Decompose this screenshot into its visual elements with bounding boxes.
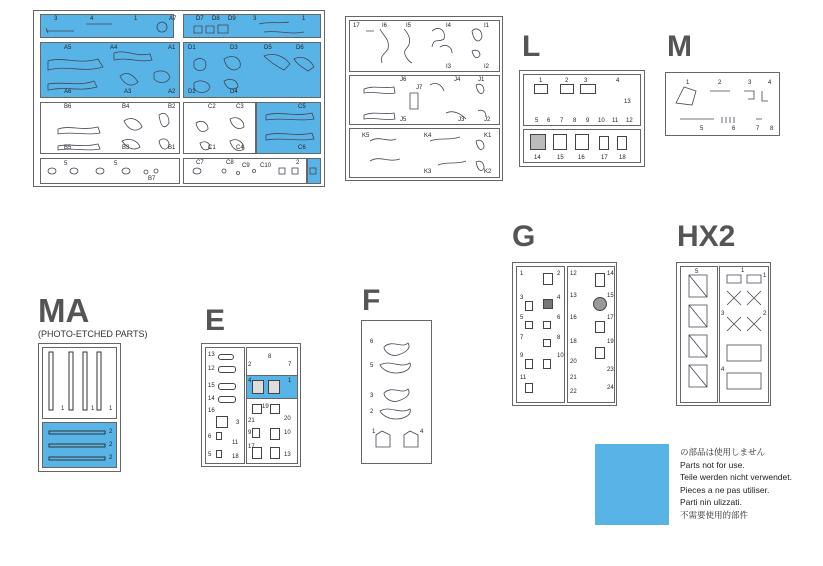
label-ma1c: 1 [109,406,113,412]
sheet-title-e: E [205,304,226,337]
label-l13: 13 [624,99,631,105]
label-d3-top: 3 [253,16,257,22]
legend-line-ja: の部品は使用しません [680,447,766,457]
parts-m-drawing [666,73,781,137]
label-g16: 16 [570,315,577,321]
sprue-sheet-m [665,72,780,136]
label-m3: 3 [748,80,752,86]
legend-line-en: Parts not for use. [680,459,745,470]
label-a3b: A3 [124,89,132,95]
part-e5 [216,450,222,458]
label-ma2c: 2 [109,455,113,461]
sprue-sheet-hx2 [676,262,771,406]
legend-line-zh: 不需要使用的部件 [680,509,749,520]
label-j4: J4 [454,77,461,83]
label-l11: 11 [612,118,619,124]
part-e14 [218,396,236,403]
label-l5: 5 [535,118,539,124]
part-e20 [270,404,280,414]
label-hx2-2: 2 [763,311,767,317]
sheet-title-ma: MA [38,292,90,329]
label-l4: 4 [616,78,620,84]
label-f6: 6 [370,339,374,345]
label-g20: 20 [570,359,577,365]
label-e1: 1 [288,378,292,384]
label-b4: B4 [122,104,130,110]
label-g18: 18 [570,339,577,345]
label-i2: I2 [484,64,490,70]
label-a5: A5 [64,45,72,51]
part-e6 [216,432,222,440]
label-e13: 13 [208,352,215,358]
label-g23: 23 [607,367,614,373]
label-b5: B5 [64,145,72,151]
parts-abcd-drawing [34,11,326,188]
part-g19 [595,347,605,359]
label-m4: 4 [768,80,772,86]
label-l2: 2 [565,78,569,84]
part-l17 [599,136,609,150]
label-l18: 18 [619,155,626,161]
label-d3: D3 [230,45,238,51]
label-j1: J1 [478,77,485,83]
label-e5: 5 [208,452,212,458]
label-f2: 2 [370,409,374,415]
label-hx2-3: 3 [721,311,725,317]
label-g5: 5 [520,315,524,321]
label-b6: B6 [64,104,72,110]
label-l17: 17 [601,155,608,161]
label-e17: 17 [248,444,255,450]
label-j7: J7 [416,85,423,91]
label-l14: 14 [534,155,541,161]
part-g14 [595,273,605,287]
label-g1: 1 [520,271,524,277]
label-g22: 22 [570,389,577,395]
label-i5: I5 [406,23,412,29]
label-d4: D4 [230,89,238,95]
label-c1: C1 [208,145,216,151]
sprue-g-right [567,266,615,403]
label-g17: 17 [607,315,614,321]
label-ma1b: 1 [91,406,95,412]
label-17: 17 [353,23,360,29]
part-g2 [543,273,553,285]
label-c2: C2 [208,104,216,110]
label-g3: 3 [520,295,524,301]
label-i3: I3 [446,64,452,70]
label-d1: D1 [188,45,196,51]
part-g3 [525,301,533,311]
label-g24: 24 [607,385,614,391]
label-a7: A7 [169,16,177,22]
label-a2: A2 [168,89,176,95]
label-l15: 15 [557,155,564,161]
part-e9 [252,428,260,438]
part-g11 [525,383,533,393]
label-f5: 5 [370,363,374,369]
part-l1 [534,84,548,94]
label-l9: 9 [586,118,590,124]
sprue-sheet-g [512,262,617,406]
part-g4 [543,299,553,309]
part-g15 [593,297,607,311]
label-d9: D9 [228,16,236,22]
label-d6: D6 [296,45,304,51]
label-g14: 14 [607,271,614,277]
label-ma2b: 2 [109,442,113,448]
label-c8: C8 [226,160,234,166]
label-g11: 11 [520,375,527,381]
sheet-title-l: L [522,30,541,63]
label-g13: 13 [570,293,577,299]
sprue-sheet-ijk [345,16,503,181]
label-e18: 18 [232,454,239,460]
label-m6: 6 [732,126,736,132]
part-e10 [270,428,280,440]
label-g9: 9 [520,353,524,359]
label-f1: 1 [372,429,376,435]
part-e19 [252,404,262,414]
label-c-2: 2 [296,160,300,166]
label-m8: 8 [770,126,774,132]
label-e16: 16 [208,408,215,414]
label-g4: 4 [557,295,561,301]
label-hx2-1a: 1 [741,268,745,274]
label-g19: 19 [607,339,614,345]
sprue-sheet-f [361,320,432,464]
label-e21: 21 [248,418,255,424]
label-e9: 9 [248,430,252,436]
legend-line-it: Parti nin ulizzati. [680,497,742,507]
label-e6: 6 [208,434,212,440]
sprue-sheet-l [519,70,645,167]
part-e3 [216,416,228,428]
label-e4: 4 [248,378,252,384]
label-ma1a: 1 [61,406,65,412]
label-e19: 19 [262,404,269,410]
label-i6: I6 [382,23,388,29]
label-k5: K5 [362,133,370,139]
part-g8 [543,339,551,347]
part-e13b [270,447,280,459]
label-g21: 21 [570,375,577,381]
label-e10: 10 [284,430,291,436]
label-c5: C5 [298,104,306,110]
label-d8: D8 [212,16,220,22]
part-e12 [218,366,236,373]
sprue-sheet-ma [38,343,121,472]
part-e15 [218,383,236,390]
label-b-5a: 5 [64,161,68,167]
label-a4: 4 [90,16,94,22]
label-g8: 8 [557,335,561,341]
label-b7: B7 [148,176,156,182]
label-a1: A1 [168,45,176,51]
sheet-title-f: F [362,284,381,317]
part-g10 [543,359,551,369]
label-l6: 6 [547,118,551,124]
label-i4: I4 [446,23,452,29]
label-g12: 12 [570,271,577,277]
label-hx2-1b: 1 [763,273,767,279]
parts-hx2-drawing [677,263,772,407]
label-m2: 2 [718,80,722,86]
label-e12: 12 [208,366,215,372]
label-j2: J2 [484,117,491,123]
label-hx2-4: 4 [721,367,725,373]
label-e15: 15 [208,383,215,389]
label-d1-top: 1 [302,16,306,22]
label-l1: 1 [539,78,543,84]
label-l10: 10 [598,118,605,124]
label-k4: K4 [424,133,432,139]
part-e4 [252,380,264,394]
part-l14 [530,134,546,150]
part-l15 [553,134,567,150]
label-l12: 12 [626,118,633,124]
label-d7: D7 [196,16,204,22]
legend-line-de: Teile werden nicht verwendet. [680,472,792,482]
label-e13b: 13 [284,452,291,458]
label-m5: 5 [700,126,704,132]
sprue-sheet-abcd [33,10,325,187]
label-l3: 3 [584,78,588,84]
label-e20: 20 [284,416,291,422]
label-e11: 11 [232,440,239,446]
part-g6 [543,321,551,329]
label-f3: 3 [370,393,374,399]
sheet-subtitle-ma: (PHOTO-ETCHED PARTS) [38,329,148,339]
label-g2: 2 [557,271,561,277]
label-g10: 10 [557,353,564,359]
label-c6: C6 [298,145,306,151]
label-m1: 1 [686,80,690,86]
label-a4b: A4 [110,45,118,51]
label-l16: 16 [578,155,585,161]
label-k1: K1 [484,133,492,139]
label-hx2-5: 5 [695,269,699,275]
sheet-title-m: M [667,30,692,63]
label-b-5b: 5 [114,161,118,167]
label-e14: 14 [208,396,215,402]
label-m7: 7 [756,126,760,132]
sheet-title-hx2: HX2 [677,220,736,253]
part-l16 [575,134,589,150]
label-d2: D2 [188,89,196,95]
label-e3: 3 [236,420,240,426]
label-c3: C3 [236,104,244,110]
label-a1-top: 1 [134,16,138,22]
part-l2 [560,84,574,94]
label-g6: 6 [557,315,561,321]
part-e13 [218,354,234,360]
label-k3: K3 [424,169,432,175]
label-a3: 3 [54,16,58,22]
part-g5 [525,321,533,329]
label-g7: 7 [520,335,524,341]
legend-line-fr: Pieces a ne pas utiliser. [680,484,770,495]
label-c10: C10 [260,163,272,169]
label-c4: C4 [236,145,244,151]
label-i1: I1 [484,23,490,29]
part-e1 [268,380,280,394]
parts-ijk-drawing [346,17,504,182]
label-g15: 15 [607,293,614,299]
label-c7: C7 [196,160,204,166]
label-b3: B3 [122,145,130,151]
label-d5: D5 [264,45,272,51]
label-ma2a: 2 [109,429,113,435]
label-j5: J5 [400,117,407,123]
part-g17 [595,321,605,333]
label-e8: 8 [268,354,272,360]
sheet-title-g: G [512,220,536,253]
label-l8: 8 [573,118,577,124]
label-l7: 7 [560,118,564,124]
label-f4: 4 [420,429,424,435]
label-b2: B2 [168,104,176,110]
part-l3 [580,84,596,94]
label-j3: J3 [458,117,465,123]
part-l18 [617,136,627,150]
legend-swatch [595,444,669,525]
label-a6: A6 [64,89,72,95]
sprue-e-left [205,347,245,464]
part-g9 [525,359,533,369]
label-e2: 2 [248,362,252,368]
sprue-sheet-e [201,343,301,467]
label-j6: J6 [400,77,407,83]
label-e7: 7 [288,362,292,368]
label-b1: B1 [168,145,176,151]
label-c9: C9 [242,163,250,169]
label-k2: K2 [484,169,492,175]
legend-text [680,446,792,521]
